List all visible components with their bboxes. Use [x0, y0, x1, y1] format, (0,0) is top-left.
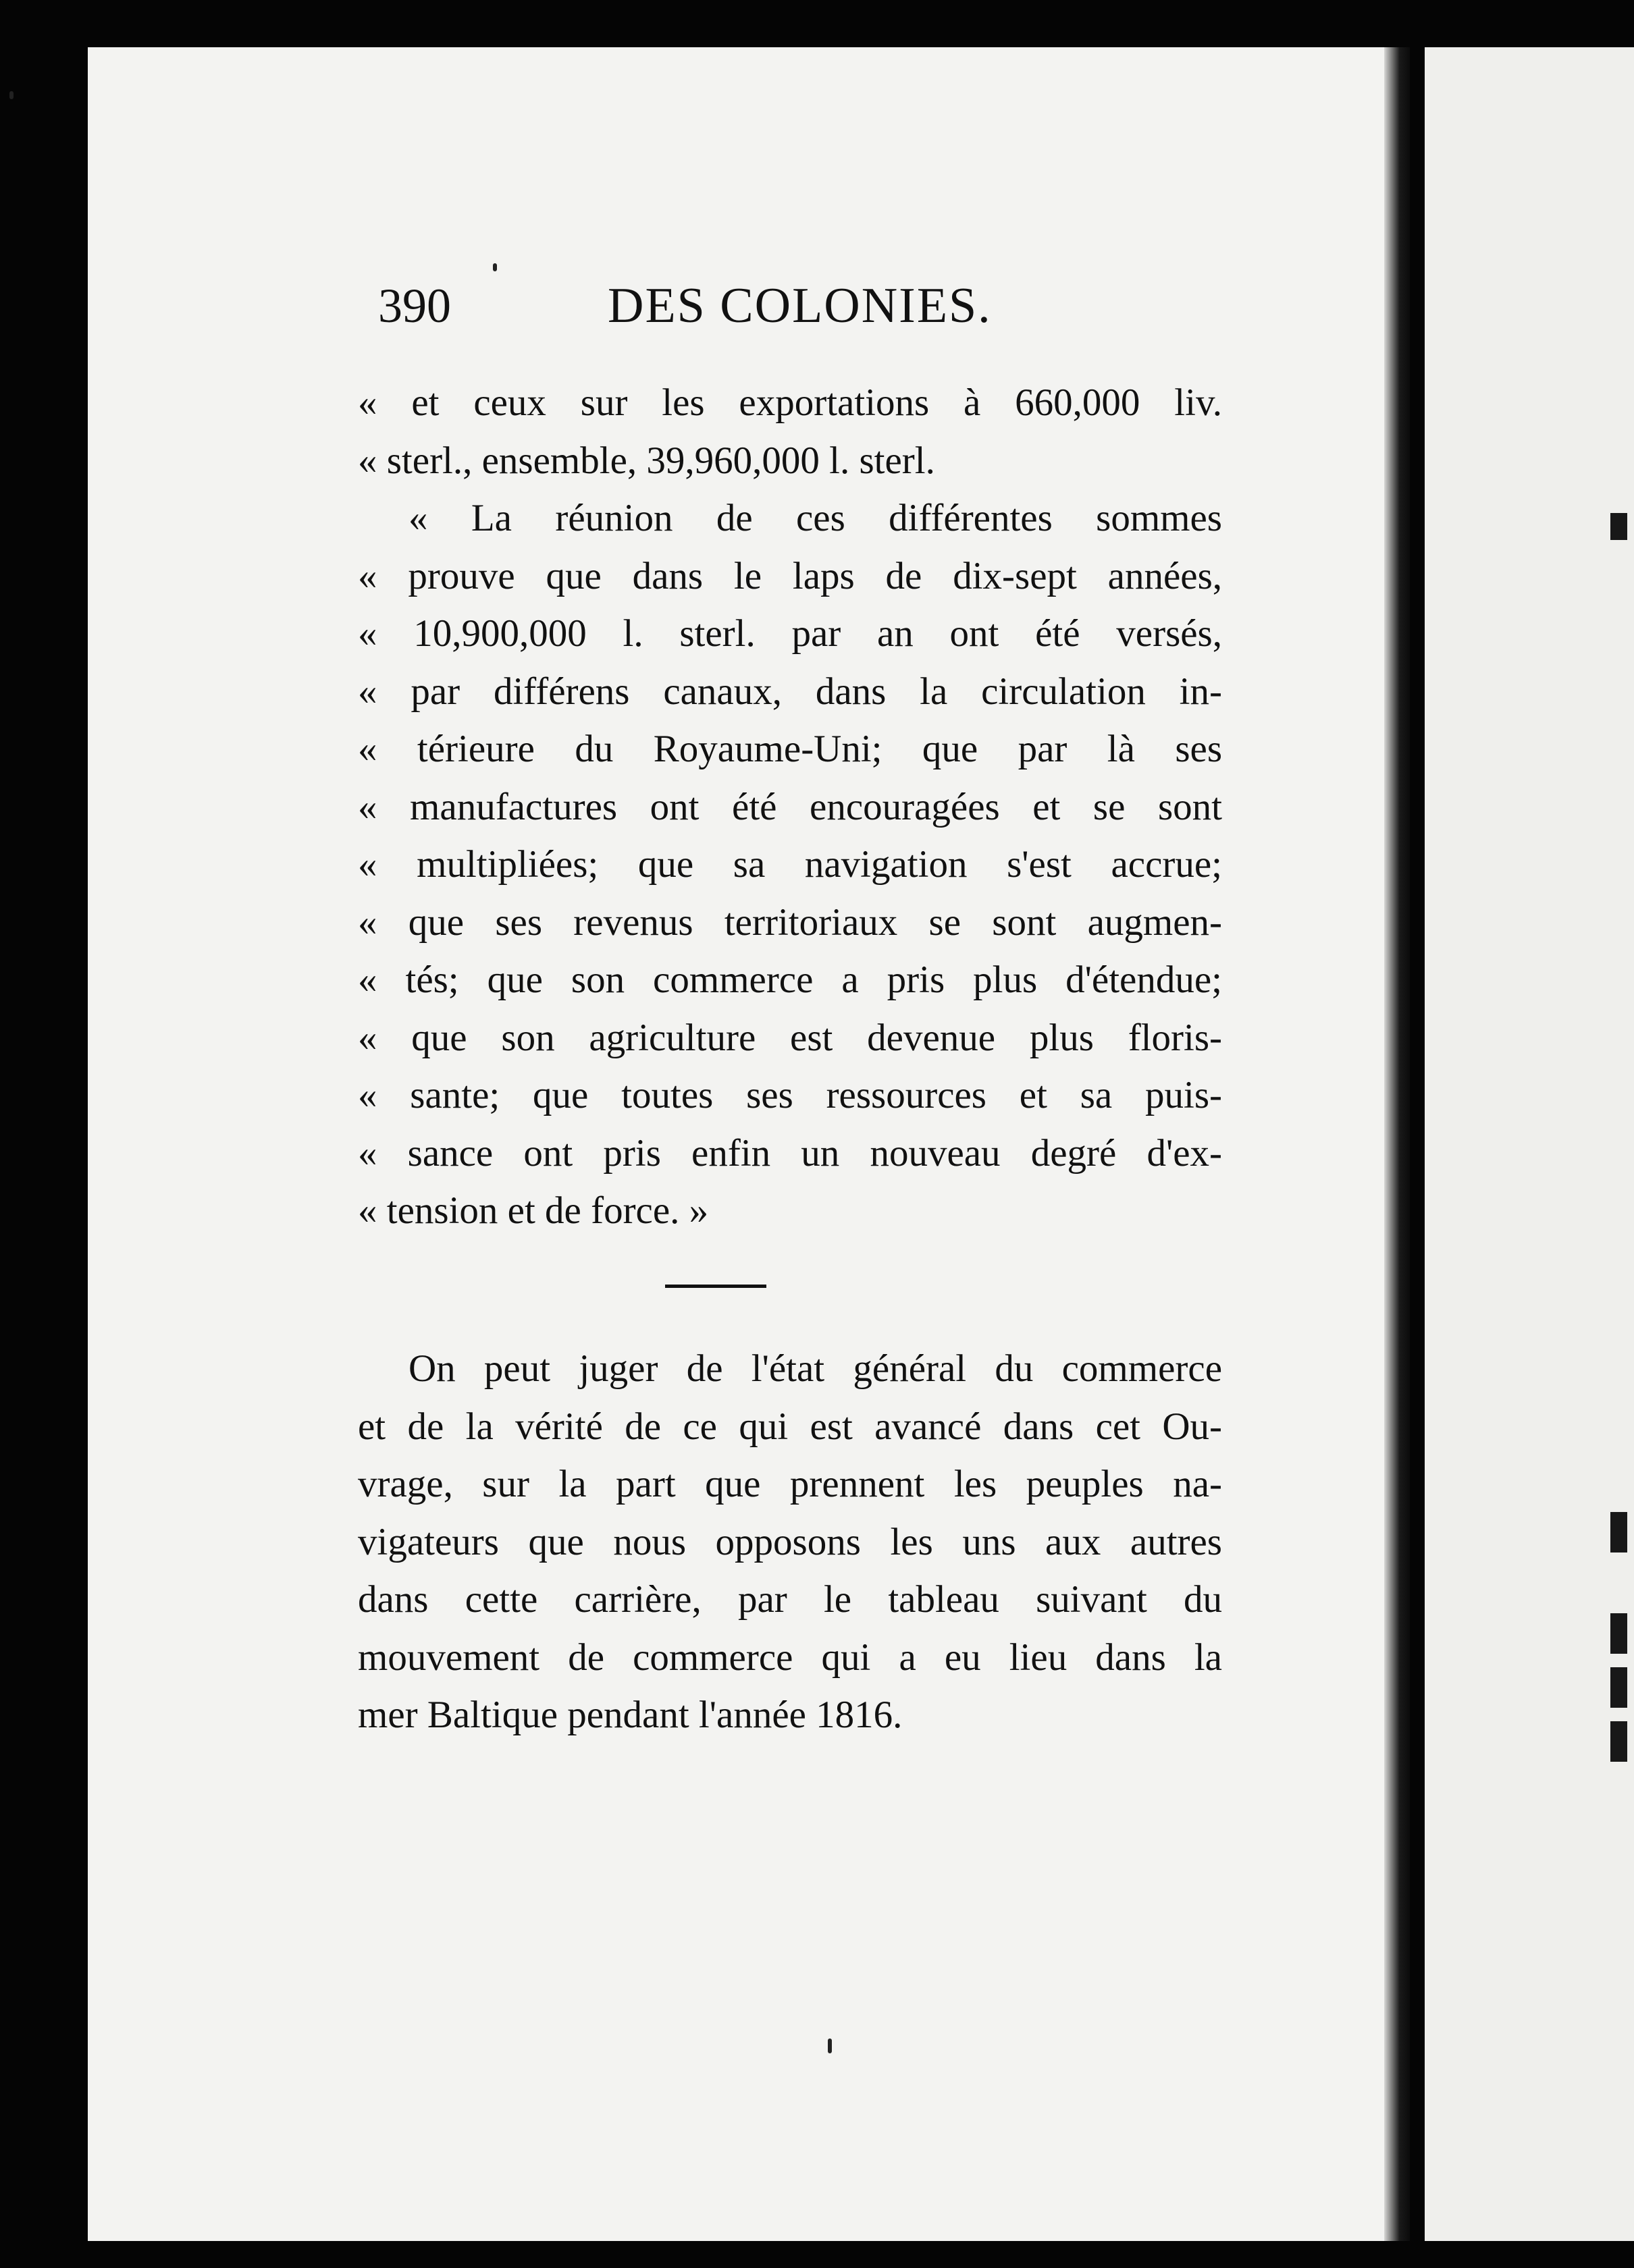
text-line: « térieure du Royaume-Uni; que par là ses	[358, 728, 1222, 770]
text-line: mouvement de commerce qui a eu lieu dans la	[358, 1636, 1222, 1679]
text-line: et de la vérité de ce qui est avancé dans cet Ou-	[358, 1405, 1222, 1448]
right-page-fragment	[1610, 513, 1627, 540]
text-line: vrage, sur la part que prennent les peuples na-	[358, 1463, 1222, 1505]
ink-speck	[9, 91, 14, 99]
text-line: mer Baltique pendant l'année 1816.	[358, 1694, 903, 1736]
text-line: « sance ont pris enfin un nouveau degré d'ex-	[358, 1131, 1222, 1174]
book-gutter	[1384, 47, 1410, 2241]
right-page-fragment	[1610, 1613, 1627, 1654]
right-page-fragment	[1610, 1667, 1627, 1708]
text-line: « et ceux sur les exportations à 660,000 liv.	[358, 381, 1222, 424]
body-paragraph	[358, 1340, 1222, 1744]
ink-speck	[828, 2039, 832, 2053]
text-line: « tension et de force. »	[358, 1189, 709, 1232]
text-line: « que ses revenus territoriaux se sont augmen-	[358, 900, 1222, 944]
quoted-passage	[358, 374, 1222, 1240]
section-rule	[665, 1285, 766, 1288]
text-line: « sterl., ensemble, 39,960,000 l. sterl.	[358, 439, 935, 482]
text-line: « manufactures ont été encouragées et se sont	[358, 785, 1222, 828]
text-line: dans cette carrière, par le tableau suivant du	[358, 1578, 1222, 1621]
text-line: « prouve que dans le laps de dix-sept années,	[358, 554, 1222, 597]
text-line: « par différens canaux, dans la circulation in-	[358, 670, 1222, 713]
text-line: « La réunion de ces différentes sommes	[408, 497, 1222, 539]
right-page-fragment	[1610, 1512, 1627, 1552]
text-line: « tés; que son commerce a pris plus d'étendue;	[358, 959, 1222, 1001]
text-line: « 10,900,000 l. sterl. par an ont été versés,	[358, 612, 1222, 655]
text-line: « que son agriculture est devenue plus floris-	[358, 1016, 1222, 1059]
running-title: DES COLONIES.	[608, 278, 992, 333]
text-line: « multipliées; que sa navigation s'est accrue;	[358, 843, 1222, 886]
right-page-edge	[1425, 47, 1634, 2241]
page-header	[378, 275, 1215, 336]
ink-speck	[493, 263, 497, 271]
text-line: On peut juger de l'état général du commerce	[408, 1347, 1222, 1390]
text-line: vigateurs que nous opposons les uns aux autres	[358, 1520, 1222, 1563]
text-line: « sante; que toutes ses ressources et sa puis-	[358, 1074, 1222, 1116]
right-page-fragment	[1610, 1721, 1627, 1762]
page-number: 390	[378, 279, 451, 333]
